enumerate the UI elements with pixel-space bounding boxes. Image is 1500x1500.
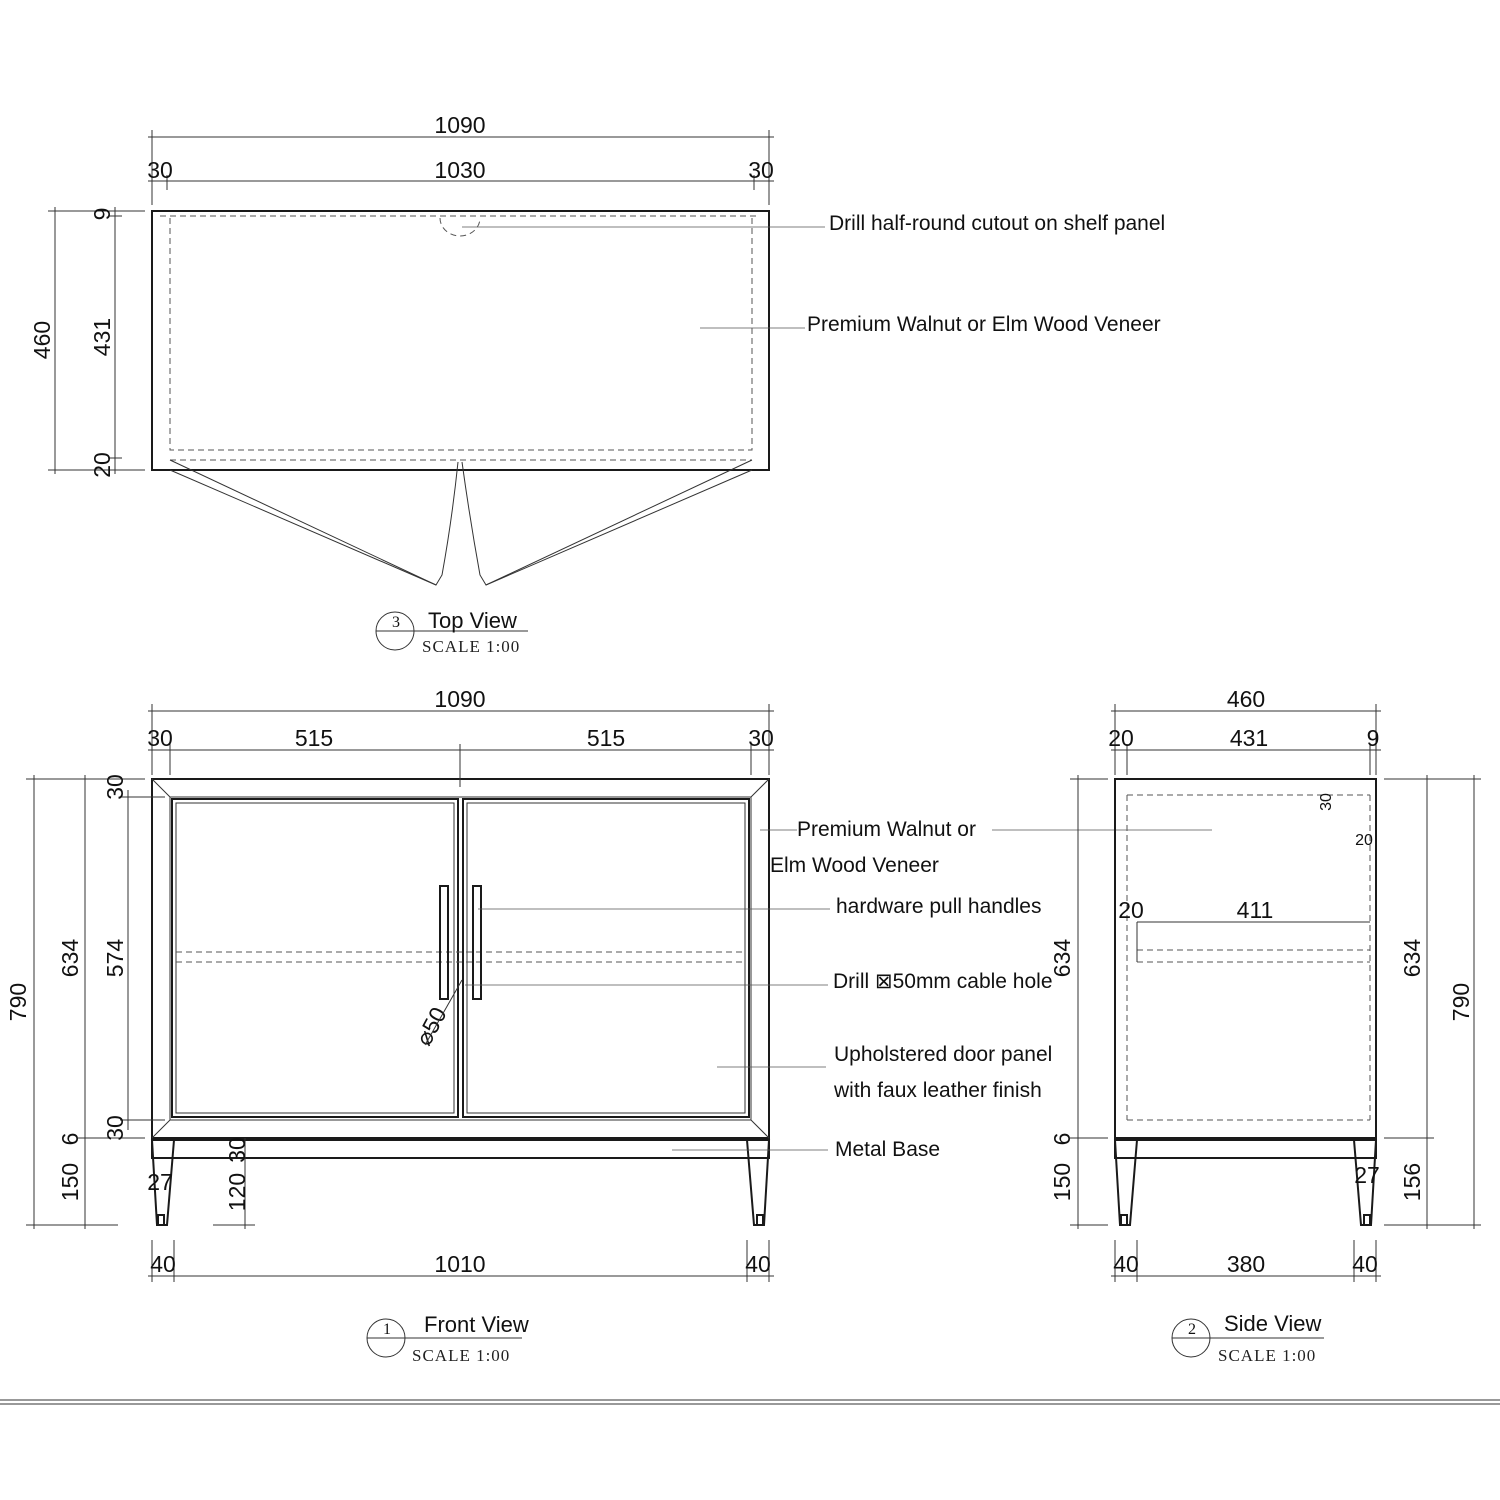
side-view-scale: SCALE 1:00 [1218, 1346, 1317, 1365]
right-pull-handle [473, 886, 481, 999]
left-pull-handle [440, 886, 448, 999]
side-dim-460: 460 [1226, 686, 1266, 712]
front-carcass [152, 779, 769, 1138]
front-dim-30-right: 30 [748, 725, 774, 751]
top-view-title: Top View [428, 608, 517, 633]
note-front-veneer-1: Premium Walnut or [797, 818, 976, 841]
front-dim-634: 634 [57, 938, 83, 978]
side-dim-40-left: 40 [1113, 1251, 1139, 1277]
side-dim-156: 156 [1399, 1162, 1425, 1202]
front-dim-40-right: 40 [745, 1251, 771, 1277]
top-view-outline [152, 211, 769, 470]
note-metal-base: Metal Base [835, 1138, 941, 1161]
front-dim-150: 150 [57, 1162, 83, 1202]
side-view [1049, 686, 1481, 1365]
front-dim-40-left: 40 [150, 1251, 176, 1277]
side-metal-base [1115, 1140, 1376, 1158]
front-dim-30-rail: 30 [224, 1137, 250, 1163]
note-half-round-cutout: Drill half-round cutout on shelf panel [829, 212, 1166, 235]
top-dim-431: 431 [89, 317, 115, 357]
left-door-swing [170, 460, 458, 585]
top-view-inner-dashed [170, 218, 752, 450]
front-dim-515-left: 515 [294, 725, 334, 751]
note-front-veneer-2: Elm Wood Veneer [770, 854, 939, 877]
top-view-number: 3 [392, 614, 400, 631]
side-dim-20-front: 20 [1108, 725, 1134, 751]
front-view-number: 1 [383, 1321, 391, 1338]
side-dim-150: 150 [1049, 1162, 1075, 1202]
top-dim-20: 20 [89, 452, 115, 478]
front-dim-1010: 1010 [434, 1251, 486, 1277]
side-dim-634-right: 634 [1399, 938, 1425, 978]
left-door [172, 799, 458, 1117]
top-dim-1090: 1090 [434, 112, 486, 138]
top-dim-30-right: 30 [748, 157, 774, 183]
front-dim-27: 27 [147, 1169, 173, 1195]
side-dim-40-right: 40 [1352, 1251, 1378, 1277]
side-view-number: 2 [1188, 1321, 1196, 1338]
note-upholstered-2: with faux leather finish [834, 1079, 1042, 1102]
side-dim-431: 431 [1229, 725, 1269, 751]
top-dim-460: 460 [29, 320, 55, 360]
front-dim-cable-50: ⌀50 [410, 1002, 452, 1050]
side-dim-790: 790 [1448, 982, 1474, 1022]
front-dim-30-bottom: 30 [102, 1115, 128, 1141]
front-dim-515-right: 515 [586, 725, 626, 751]
front-dim-30-top: 30 [102, 774, 128, 800]
front-view-title: Front View [424, 1312, 529, 1337]
side-carcass [1115, 779, 1376, 1138]
note-upholstered-1: Upholstered door panel [834, 1043, 1053, 1066]
right-door [463, 799, 749, 1117]
front-dim-30-left: 30 [147, 725, 173, 751]
side-dim-20-shelf: 20 [1118, 897, 1144, 923]
front-right-leg [747, 1140, 769, 1225]
side-dim-20-top: 20 [1355, 832, 1373, 849]
top-dim-9: 9 [89, 207, 115, 221]
front-dim-120: 120 [224, 1172, 250, 1212]
top-dim-1030: 1030 [434, 157, 486, 183]
front-view-scale: SCALE 1:00 [412, 1346, 511, 1365]
top-dim-30-left: 30 [147, 157, 173, 183]
right-door-swing [462, 460, 752, 585]
front-dim-790: 790 [5, 982, 31, 1022]
side-dim-9: 9 [1366, 725, 1380, 751]
side-dim-380: 380 [1226, 1251, 1266, 1277]
side-dim-634-left: 634 [1049, 938, 1075, 978]
side-dim-30-top: 30 [1318, 793, 1335, 811]
side-view-title: Side View [1224, 1311, 1322, 1336]
top-view-scale: SCALE 1:00 [422, 637, 521, 656]
front-dim-574: 574 [102, 938, 128, 978]
front-dim-1090: 1090 [434, 686, 486, 712]
note-top-veneer: Premium Walnut or Elm Wood Veneer [807, 313, 1161, 336]
side-dim-411: 411 [1236, 897, 1274, 923]
note-cable-hole: Drill ⊠50mm cable hole [833, 970, 1053, 993]
side-dim-27: 27 [1354, 1162, 1380, 1188]
side-left-leg [1115, 1140, 1137, 1225]
front-dim-6: 6 [57, 1132, 83, 1146]
top-view [29, 112, 1165, 656]
side-dim-6: 6 [1049, 1132, 1075, 1146]
front-view [5, 686, 1212, 1365]
note-pull-handles: hardware pull handles [836, 895, 1042, 918]
